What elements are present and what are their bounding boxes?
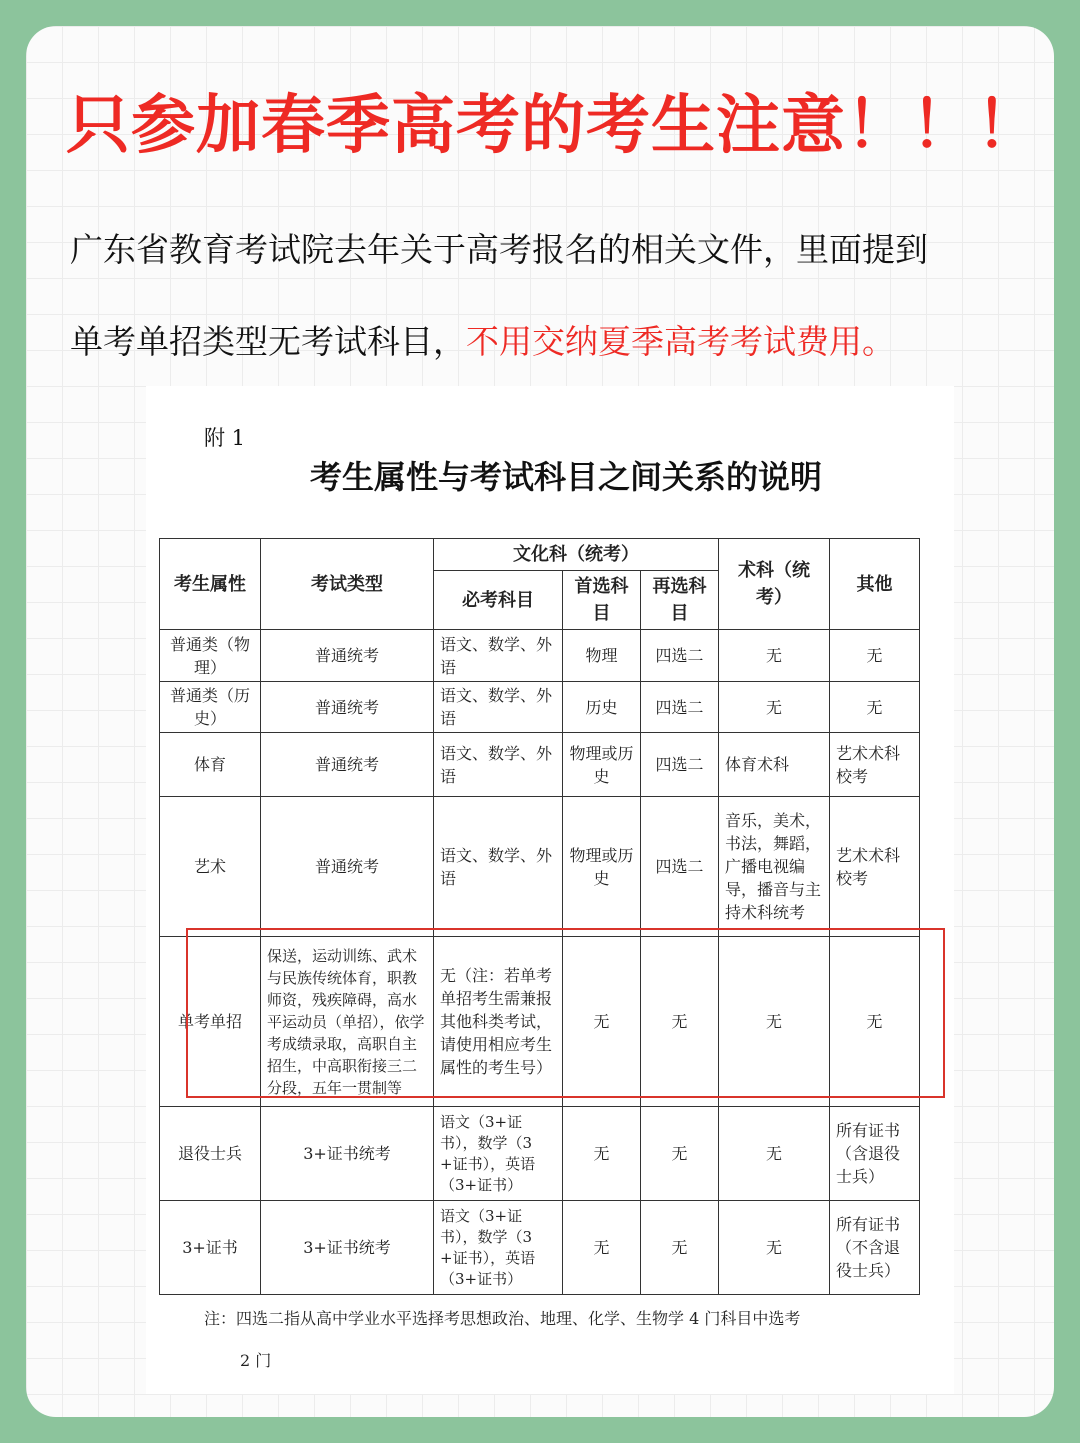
cell-first-choice: 无: [563, 937, 641, 1107]
appendix-label: 附 1: [204, 426, 246, 450]
header-attr: 考生属性: [160, 539, 261, 630]
table-row: [160, 937, 920, 1107]
cell-attr: 普通类（历史）: [160, 682, 261, 733]
intro-text: [70, 204, 1030, 388]
cell-attr: 体育: [160, 733, 261, 797]
cell-first-choice: 历史: [563, 682, 641, 733]
intro-line-2: [70, 296, 1030, 388]
cell-attr: 普通类（物理）: [160, 630, 261, 682]
cell-attr: 退役士兵: [160, 1107, 261, 1201]
cell-exam-type: 普通统考: [261, 630, 434, 682]
relation-table: [159, 538, 920, 1295]
header-culture: 文化科（统考）: [434, 539, 719, 571]
cell-other: 所有证书（含退役士兵）: [830, 1107, 920, 1201]
page-number: 2 门: [240, 1351, 272, 1370]
cell-art-skill: 音乐，美术，书法，舞蹈，广播电视编导，播音与主持术科统考: [719, 797, 830, 937]
cell-art-skill: 无: [719, 682, 830, 733]
cell-other: 无: [830, 630, 920, 682]
cell-first-choice: 物理或历史: [563, 797, 641, 937]
cell-other: 艺术术科校考: [830, 797, 920, 937]
header-required: 必考科目: [434, 571, 563, 630]
cell-reselect: 四选二: [641, 797, 719, 937]
table-row: [160, 797, 920, 937]
document-scan: [146, 386, 954, 1394]
table-row: [160, 630, 920, 682]
cell-exam-type: 保送，运动训练、武术与民族传统体育，职教师资，残疾障碍，高水平运动员（单招），依学考成绩录取，高职自主招生，中高职衔接三二分段，五年一贯制等: [261, 937, 434, 1107]
cell-attr: 3+证书: [160, 1201, 261, 1295]
content-card: [26, 26, 1054, 1417]
table-row: [160, 1201, 920, 1295]
intro-line-2-red: 不用交纳夏季高考考试费用。: [466, 322, 895, 361]
cell-art-skill: 无: [719, 1201, 830, 1295]
cell-art-skill: 无: [719, 937, 830, 1107]
cell-required: 语文、数学、外语: [434, 733, 563, 797]
cell-other: 无: [830, 682, 920, 733]
cell-reselect: 四选二: [641, 630, 719, 682]
cell-first-choice: 无: [563, 1201, 641, 1295]
cell-exam-type: 普通统考: [261, 797, 434, 937]
cell-reselect: 无: [641, 1201, 719, 1295]
cell-reselect: 无: [641, 1107, 719, 1201]
intro-line-1: 广东省教育考试院去年关于高考报名的相关文件，里面提到: [70, 230, 928, 269]
headline: 只参加春季高考的考生注意！！！: [66, 89, 1041, 163]
cell-required: 语文（3+证书），数学（3+证书），英语（3+证书）: [434, 1107, 563, 1201]
cell-first-choice: 无: [563, 1107, 641, 1201]
cell-exam-type: 普通统考: [261, 733, 434, 797]
cell-attr: 单考单招: [160, 937, 261, 1107]
cell-first-choice: 物理: [563, 630, 641, 682]
cell-art-skill: 体育术科: [719, 733, 830, 797]
table-row: [160, 682, 920, 733]
cell-reselect: 四选二: [641, 733, 719, 797]
cell-art-skill: 无: [719, 630, 830, 682]
cell-reselect: 无: [641, 937, 719, 1107]
cell-required: 语文、数学、外语: [434, 630, 563, 682]
cell-required: 语文、数学、外语: [434, 797, 563, 937]
table-row: [160, 733, 920, 797]
cell-required: 无（注：若单考单招考生需兼报其他科类考试，请使用相应考生属性的考生号）: [434, 937, 563, 1107]
cell-first-choice: 物理或历史: [563, 733, 641, 797]
header-other: 其他: [830, 539, 920, 630]
cell-other: 所有证书（不含退役士兵）: [830, 1201, 920, 1295]
intro-line-2-black: 单考单招类型无考试科目，: [70, 322, 466, 361]
cell-other: 无: [830, 937, 920, 1107]
cell-exam-type: 3+证书统考: [261, 1107, 434, 1201]
cell-reselect: 四选二: [641, 682, 719, 733]
header-reselect: 再选科目: [641, 571, 719, 630]
document-title: 考生属性与考试科目之间关系的说明: [309, 458, 822, 496]
table-row: [160, 1107, 920, 1201]
cell-required: 语文、数学、外语: [434, 682, 563, 733]
header-exam-type: 考试类型: [261, 539, 434, 630]
cell-exam-type: 普通统考: [261, 682, 434, 733]
cell-exam-type: 3+证书统考: [261, 1201, 434, 1295]
header-art-skill: 术科（统考）: [719, 539, 830, 630]
cell-attr: 艺术: [160, 797, 261, 937]
header-first-choice: 首选科目: [563, 571, 641, 630]
cell-other: 艺术术科校考: [830, 733, 920, 797]
table-note: 注：四选二指从高中学业水平选择考思想政治、地理、化学、生物学 4 门科目中选考: [204, 1309, 801, 1328]
cell-art-skill: 无: [719, 1107, 830, 1201]
cell-required: 语文（3+证书），数学（3+证书），英语（3+证书）: [434, 1201, 563, 1295]
